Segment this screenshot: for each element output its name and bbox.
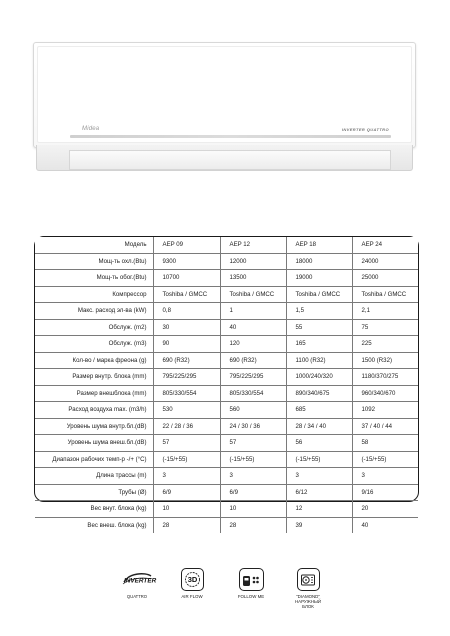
row-label: Мощ-ть охл.(Btu): [35, 253, 153, 270]
table-cell: (-15/+55): [286, 451, 352, 468]
table-row: [35, 352, 418, 369]
row-label: Обслуж. (m3): [35, 336, 153, 353]
table-cell: 0,8: [153, 303, 220, 320]
table-cell: 795/225/295: [153, 369, 220, 386]
table-cell: 120: [220, 336, 286, 353]
header-model-label: Модель: [35, 237, 153, 253]
header-model: AEP 18: [286, 237, 352, 253]
outdoor-unit-icon: [297, 568, 320, 591]
row-label: Кол-во / марка фреона (g): [35, 352, 153, 369]
table-cell: 690 (R32): [220, 352, 286, 369]
table-cell: 30: [153, 319, 220, 336]
table-cell: 25000: [352, 270, 418, 287]
table-cell: 90: [153, 336, 220, 353]
table-cell: 560: [220, 402, 286, 419]
table-row: [35, 369, 418, 386]
table-cell: 10: [220, 501, 286, 518]
table-header-row: [35, 237, 418, 253]
table-row: [35, 484, 418, 501]
table-cell: 24 / 30 / 36: [220, 418, 286, 435]
table-row: [35, 501, 418, 518]
table-row: [35, 418, 418, 435]
3d-glyph: 3D: [187, 575, 197, 585]
table-cell: (-15/+55): [220, 451, 286, 468]
table-cell: (-15/+55): [352, 451, 418, 468]
table-cell: 9300: [153, 253, 220, 270]
table-cell: 12: [286, 501, 352, 518]
table-cell: 1100 (R32): [286, 352, 352, 369]
follow-me-icon: [239, 568, 264, 591]
spec-table-frame: [34, 236, 419, 529]
table-cell: 22 / 28 / 36: [153, 418, 220, 435]
table-cell: (-15/+55): [153, 451, 220, 468]
table-cell: 6/9: [153, 484, 220, 501]
table-cell: 6/9: [220, 484, 286, 501]
series-label: INVERTER QUATTRO: [341, 127, 389, 132]
table-cell: 3: [286, 468, 352, 485]
diamond-caption-line: НАРУЖНЫЙ: [295, 599, 321, 604]
table-cell: 13500: [220, 270, 286, 287]
table-row: [35, 270, 418, 287]
table-cell: 19000: [286, 270, 352, 287]
brand-logo: Midea: [82, 126, 100, 132]
table-cell: 1180/370/275: [352, 369, 418, 386]
table-cell: 805/330/554: [153, 385, 220, 402]
table-row: [35, 303, 418, 320]
feature-airflow: [174, 568, 210, 599]
row-label: Размер внутр. блока (mm): [35, 369, 153, 386]
table-cell: 795/225/295: [220, 369, 286, 386]
table-cell: 28 / 34 / 40: [286, 418, 352, 435]
table-cell: 55: [286, 319, 352, 336]
inverter-caption: QUATTRO: [126, 594, 148, 599]
3d-airflow-icon: [181, 568, 204, 591]
table-cell: 28: [220, 517, 286, 533]
table-cell: 37 / 40 / 44: [352, 418, 418, 435]
inverter-logo-text: INVERTER: [124, 577, 157, 585]
table-cell: 9/16: [352, 484, 418, 501]
table-cell: 530: [153, 402, 220, 419]
row-label: Уровень шума внеш.бл.(dB): [35, 435, 153, 452]
inverter-logo-icon: [121, 570, 157, 588]
feature-diamond-outdoor: [288, 568, 328, 609]
table-cell: 3: [153, 468, 220, 485]
row-label: Обслуж. (m2): [35, 319, 153, 336]
ac-vane: [69, 150, 391, 170]
spec-table: [35, 237, 418, 533]
inverter-quattro-badge: [120, 570, 157, 599]
table-cell: 805/330/554: [220, 385, 286, 402]
table-cell: 57: [220, 435, 286, 452]
table-cell: Toshiba / GMCC: [352, 286, 418, 303]
table-cell: 75: [352, 319, 418, 336]
table-cell: 685: [286, 402, 352, 419]
table-row: [35, 451, 418, 468]
table-cell: 40: [352, 517, 418, 533]
table-cell: 2,1: [352, 303, 418, 320]
table-row: [35, 385, 418, 402]
table-row: [35, 253, 418, 270]
diamond-caption: [288, 594, 328, 609]
table-cell: 10700: [153, 270, 220, 287]
followme-caption: FOLLOW ME: [237, 594, 265, 599]
table-cell: Toshiba / GMCC: [286, 286, 352, 303]
row-label: Диапазон рабочих темп-р -/+ (°C): [35, 451, 153, 468]
table-cell: 1000/240/320: [286, 369, 352, 386]
table-cell: 20: [352, 501, 418, 518]
row-label: Размер внешблока (mm): [35, 385, 153, 402]
display-strip: [70, 135, 391, 138]
row-label: Расход воздуха max. (m3/h): [35, 402, 153, 419]
row-label: Трубы (Ø): [35, 484, 153, 501]
header-model: AEP 12: [220, 237, 286, 253]
row-label: Компрессор: [35, 286, 153, 303]
table-cell: 12000: [220, 253, 286, 270]
row-label: Вес внут. блока (kg): [35, 501, 153, 518]
table-cell: Toshiba / GMCC: [220, 286, 286, 303]
ac-unit-image: [33, 42, 414, 170]
table-row: [35, 336, 418, 353]
table-cell: 3: [352, 468, 418, 485]
table-cell: 960/340/670: [352, 385, 418, 402]
row-label: Макс. расход эл-ва (kW): [35, 303, 153, 320]
table-row: [35, 468, 418, 485]
table-cell: 165: [286, 336, 352, 353]
table-cell: 39: [286, 517, 352, 533]
table-cell: 1: [220, 303, 286, 320]
header-model: AEP 09: [153, 237, 220, 253]
table-cell: 18000: [286, 253, 352, 270]
table-cell: 1092: [352, 402, 418, 419]
table-cell: 3: [220, 468, 286, 485]
table-cell: 58: [352, 435, 418, 452]
table-cell: 690 (R32): [153, 352, 220, 369]
table-cell: 56: [286, 435, 352, 452]
table-row: [35, 517, 418, 533]
table-cell: 1500 (R32): [352, 352, 418, 369]
row-label: Уровень шума внутр.бл.(dB): [35, 418, 153, 435]
table-cell: 6/12: [286, 484, 352, 501]
ac-unit-body: [33, 42, 416, 148]
header-model: AEP 24: [352, 237, 418, 253]
table-cell: 1,5: [286, 303, 352, 320]
table-cell: 57: [153, 435, 220, 452]
diamond-caption-line: БЛОК: [302, 604, 314, 609]
table-row: [35, 286, 418, 303]
airflow-caption: AIR FLOW: [181, 594, 203, 599]
table-cell: 890/340/675: [286, 385, 352, 402]
table-cell: 24000: [352, 253, 418, 270]
diamond-caption-line: "DIAMOND": [296, 594, 320, 599]
table-cell: 28: [153, 517, 220, 533]
table-cell: Toshiba / GMCC: [153, 286, 220, 303]
row-label: Вес внеш. блока (kg): [35, 517, 153, 533]
table-cell: 225: [352, 336, 418, 353]
row-label: Мощ-ть обог.(Btu): [35, 270, 153, 287]
table-row: [35, 402, 418, 419]
row-label: Длина трассы (m): [35, 468, 153, 485]
table-row: [35, 319, 418, 336]
table-row: [35, 435, 418, 452]
feature-followme: [229, 568, 273, 599]
table-cell: 10: [153, 501, 220, 518]
table-cell: 40: [220, 319, 286, 336]
